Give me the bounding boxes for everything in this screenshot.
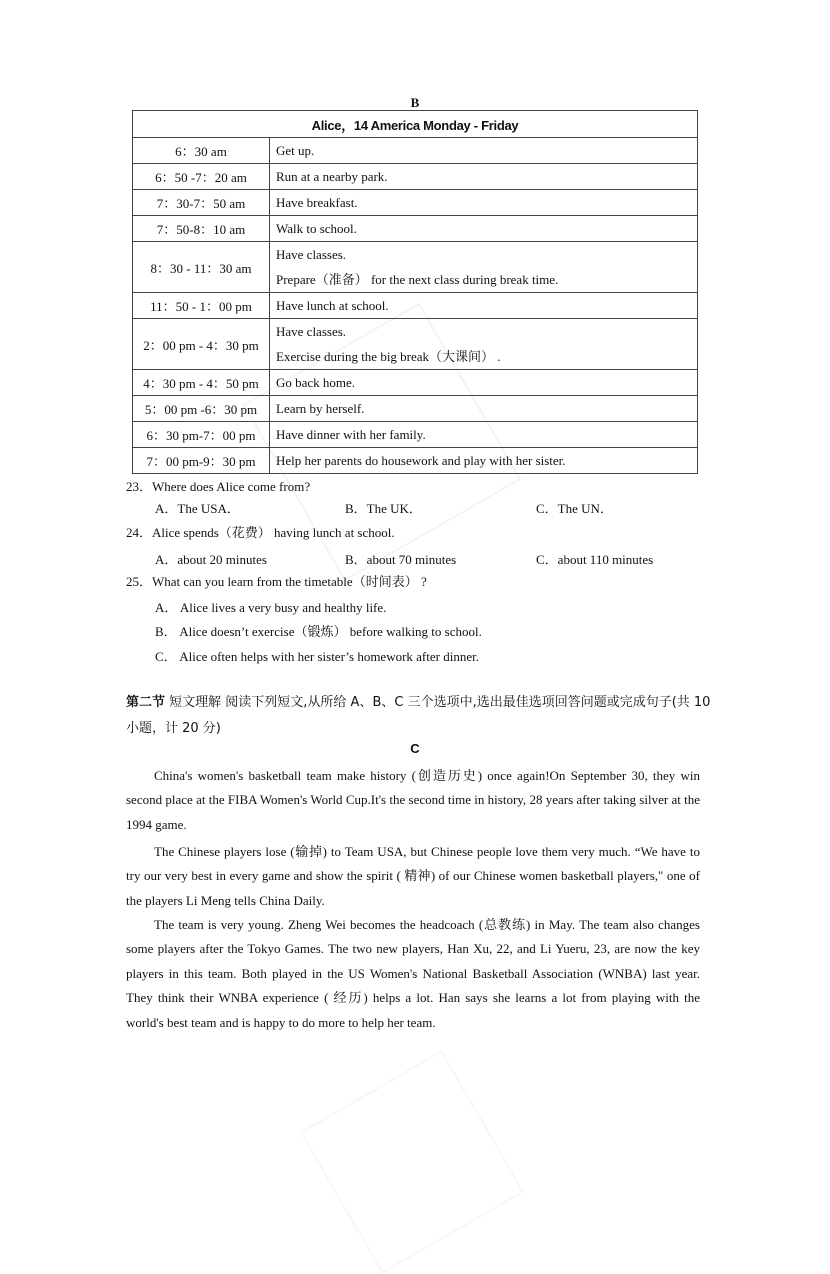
question-23-option-b[interactable]: B．The UK． (345, 501, 422, 516)
time-cell: 5：00 pm -6：30 pm (133, 396, 270, 422)
time-cell: 11：50 - 1：00 pm (133, 293, 270, 319)
activity-line: Learn by herself. (276, 401, 365, 416)
section-b-title: B (410, 95, 420, 110)
question-23-stem: 23．Where does Alice come from? (126, 479, 311, 494)
section-2-instruction (126, 690, 716, 742)
table-row (133, 319, 698, 370)
activity-line: Prepare（准备） for the next class during break time. (276, 272, 559, 287)
timetable (132, 110, 698, 474)
time-cell: 7：30-7：50 am (133, 190, 270, 216)
activity-cell (270, 422, 698, 448)
section-2-text: 短文理解 阅读下列短文,从所给 A、B、C 三个选项中,选出最佳选项回答问题或完成句子(共 10 小题，计 20 分) (126, 695, 711, 736)
timetable-header: Alice，14 America Monday - Friday (133, 111, 698, 138)
passage-paragraph-3 (126, 913, 700, 1035)
table-row (133, 396, 698, 422)
activity-line: Have classes. (276, 324, 347, 339)
activity-cell (270, 164, 698, 190)
activity-line: Help her parents do housework and play with her sister. (276, 453, 566, 468)
time-cell: 6：30 am (133, 138, 270, 164)
time-cell: 7：50-8：10 am (133, 216, 270, 242)
time-cell: 7：00 pm-9：30 pm (133, 448, 270, 474)
question-23-option-a[interactable]: A．The USA． (155, 501, 240, 516)
time-cell: 2：00 pm - 4：30 pm (133, 319, 270, 370)
activity-cell (270, 138, 698, 164)
question-25-stem: 25．What can you learn from the timetable（时间表） ? (126, 574, 427, 589)
activity-line: Have dinner with her family. (276, 427, 426, 442)
activity-line: Exercise during the big break（大课间） . (276, 349, 501, 364)
activity-line: Get up. (276, 143, 315, 158)
activity-cell (270, 242, 698, 293)
activity-line: Walk to school. (276, 221, 357, 236)
passage-paragraph-1 (126, 764, 700, 837)
passage-paragraph-2 (126, 840, 700, 913)
watermark-mark-bottom (300, 1050, 524, 1274)
question-25-option-a[interactable]: A． Alice lives a very busy and healthy life. (155, 600, 387, 615)
section-c-title: C (410, 741, 420, 756)
paragraph-text: The Chinese players lose (输掉) to Team USA, but Chinese people love them very much. “We have to try our very best in every game and show the spirit ( 精神) of our Chinese women basketball players," one of the players Li Meng tells China Daily. (126, 844, 700, 908)
timetable-header-row (133, 111, 698, 138)
question-24-option-c[interactable]: C．about 110 minutes (536, 552, 654, 567)
question-24-option-b[interactable]: B．about 70 minutes (345, 552, 457, 567)
activity-line: Run at a nearby park. (276, 169, 388, 184)
table-row (133, 448, 698, 474)
activity-line: Have lunch at school. (276, 298, 389, 313)
activity-cell (270, 293, 698, 319)
table-row (133, 370, 698, 396)
activity-cell (270, 190, 698, 216)
table-row (133, 138, 698, 164)
activity-cell (270, 396, 698, 422)
table-row (133, 293, 698, 319)
question-24-stem: 24．Alice spends（花费） having lunch at school. (126, 525, 395, 540)
activity-line: Have breakfast. (276, 195, 358, 210)
question-25-option-b[interactable]: B． Alice doesn’t exercise（锻炼） before walking to school. (155, 624, 482, 639)
activity-cell (270, 216, 698, 242)
time-cell: 8：30 - 11：30 am (133, 242, 270, 293)
table-row (133, 190, 698, 216)
activity-cell (270, 319, 698, 370)
table-row (133, 422, 698, 448)
table-row (133, 216, 698, 242)
paragraph-text: The team is very young. Zheng Wei becomes the headcoach (总教练) in May. The team also changes some players after the Tokyo Games. The two new players, Han Xu, 22, and Li Yueru, 23, are now the key players in this team. Both played in the US Women's National Basketball Association (WNBA) last year. They think their WNBA experience ( 经历) helps a lot. Han says she learns a lot from playing with the world's best team and is happy to do more to help her team. (126, 917, 700, 1030)
table-row (133, 164, 698, 190)
activity-cell (270, 448, 698, 474)
question-24-option-a[interactable]: A．about 20 minutes (155, 552, 267, 567)
activity-cell (270, 370, 698, 396)
time-cell: 4：30 pm - 4：50 pm (133, 370, 270, 396)
question-25-option-c[interactable]: C． Alice often helps with her sister’s homework after dinner. (155, 649, 479, 664)
time-cell: 6：30 pm-7：00 pm (133, 422, 270, 448)
paragraph-text: China's women's basketball team make history (创造历史) once again!On September 30, they win second place at the FIBA Women's World Cup.It's the second time in history, 28 years after taking silver at the 1994 game. (126, 768, 700, 832)
table-row (133, 242, 698, 293)
question-23-option-c[interactable]: C．The UN． (536, 501, 613, 516)
section-2-heading: 第二节 (126, 695, 166, 710)
activity-line: Have classes. (276, 247, 347, 262)
activity-line: Go back home. (276, 375, 356, 390)
time-cell: 6：50 -7：20 am (133, 164, 270, 190)
